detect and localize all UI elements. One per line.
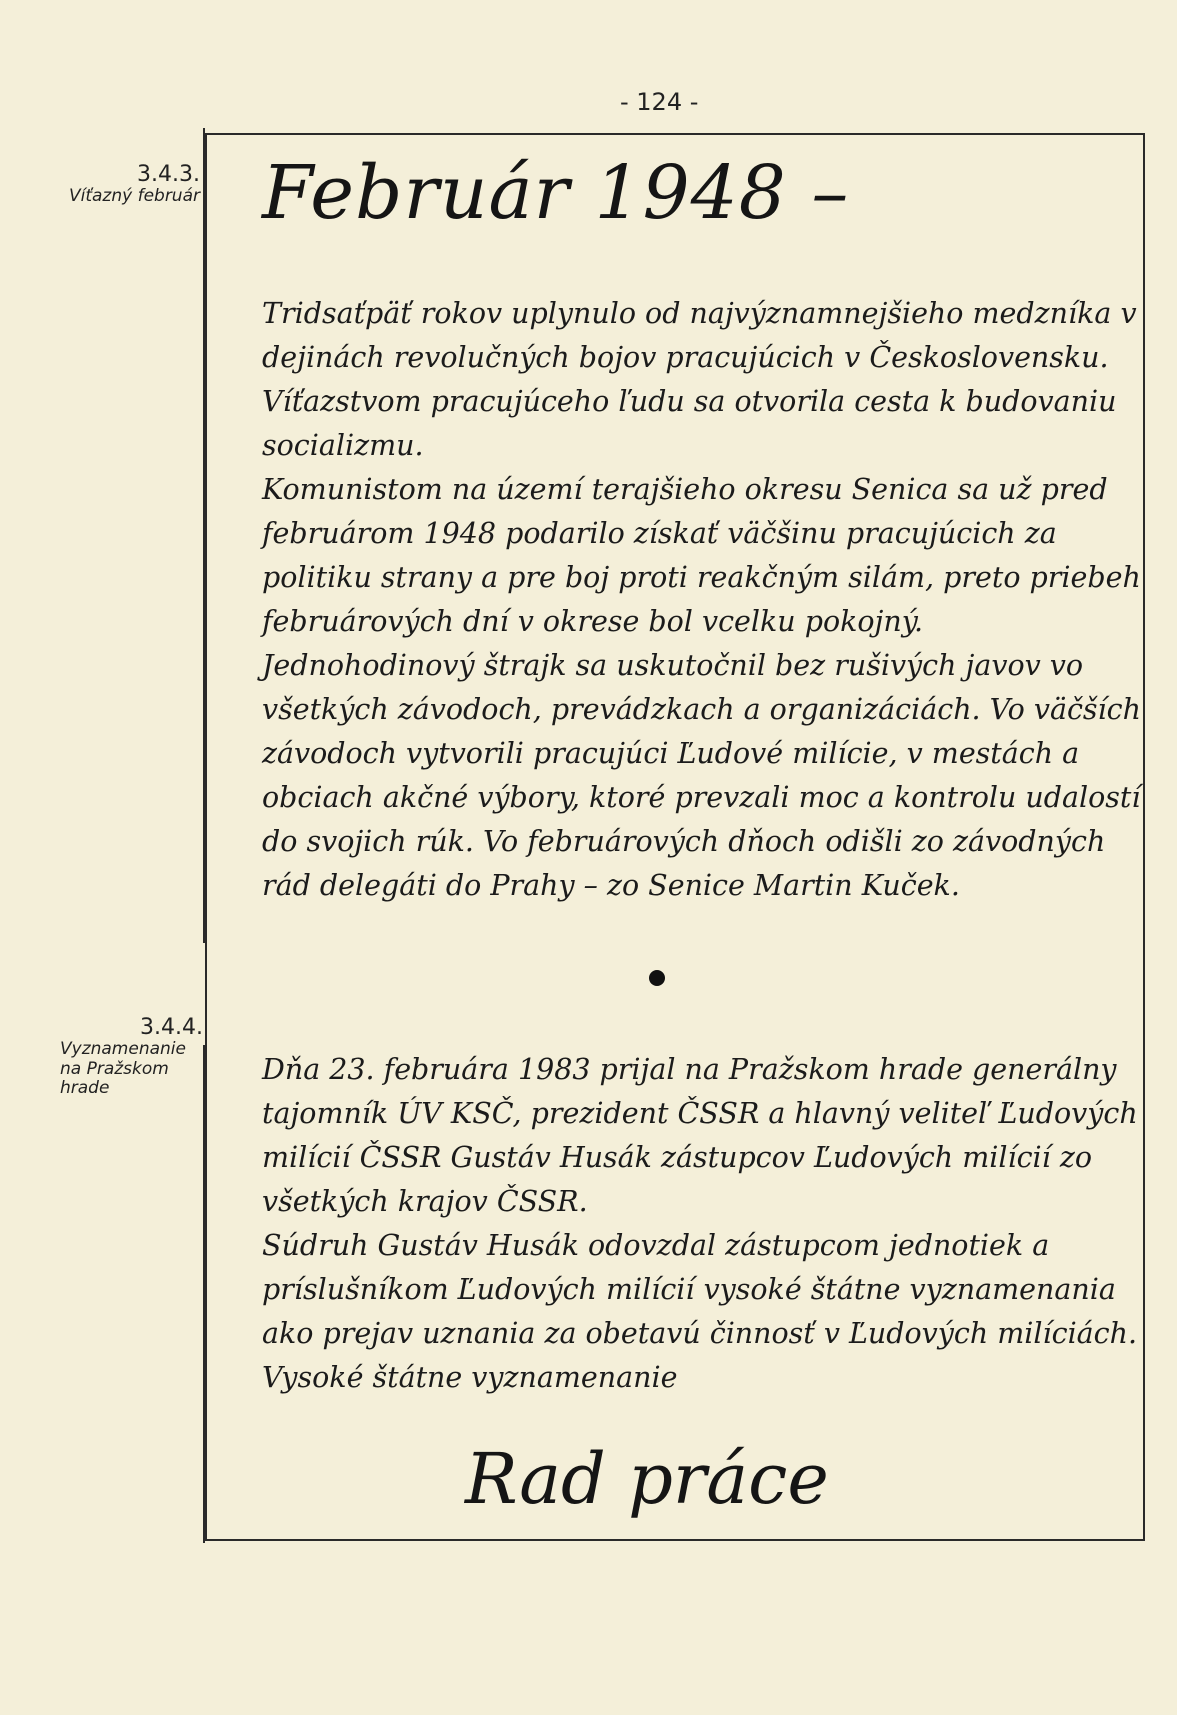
margin-note-text: Vyznamenanie na Pražskom hrade (60, 1039, 186, 1099)
margin-note (60, 162, 200, 207)
page-heading: Február 1948 – (262, 150, 850, 236)
page-number: - 124 - (620, 88, 699, 116)
margin-note-number: 3.4.4. (140, 1015, 203, 1040)
margin-rule (203, 1045, 205, 1543)
margin-note-text: Víťazný február (68, 186, 200, 207)
separator-dot (649, 970, 665, 986)
paragraph: Tridsaťpäť rokov uplynulo od najvýznamnejšieho medzníka v dejinách revolučných bojov pracujúcich v Československu. Víťazstvom pracujúceho ľudu sa otvorila cesta k budovaniu socializmu. Komunistom na území terajšieho okresu Senica sa už pred februárom 1948 podarilo získať väčšinu pracujúcich za politiku strany a pre boj proti reakčným silám, preto priebeh februárových dní v okrese bol vcelku pokojný. Jednohodinový štrajk sa uskutočnil bez rušivých javov vo všetkých závodoch, prevádzkach a organizáciách. Vo väčších závodoch vytvorili pracujúci Ľudové milície, v mestách a obciach akčné výbory, ktoré prevzali moc a kontrolu udalostí do svojich rúk. Vo februárových dňoch odišli zo závodných rád delegáti do Prahy – zo Senice Martin Kuček. (262, 297, 1141, 902)
margin-note-number: 3.4.3. (137, 162, 200, 187)
paragraph: Dňa 23. februára 1983 prijal na Pražskom hrade generálny tajomník ÚV KSČ, prezident ČSSR a hlavný veliteľ Ľudových milícií ČSSR Gustáv Husák zástupcov Ľudových milícií zo všetkých krajov ČSSR. Súdruh Gustáv Husák odovzdal zástupcom jednotiek a príslušníkom Ľudových milícií vysoké štátne vyznamenania ako prejav uznania za obetavú činnosť v Ľudových milíciách. Vysoké štátne vyznamenanie (262, 1053, 1138, 1394)
margin-note (60, 1015, 203, 1099)
award-title: Rad práce (465, 1438, 829, 1520)
margin-rule (203, 128, 205, 943)
